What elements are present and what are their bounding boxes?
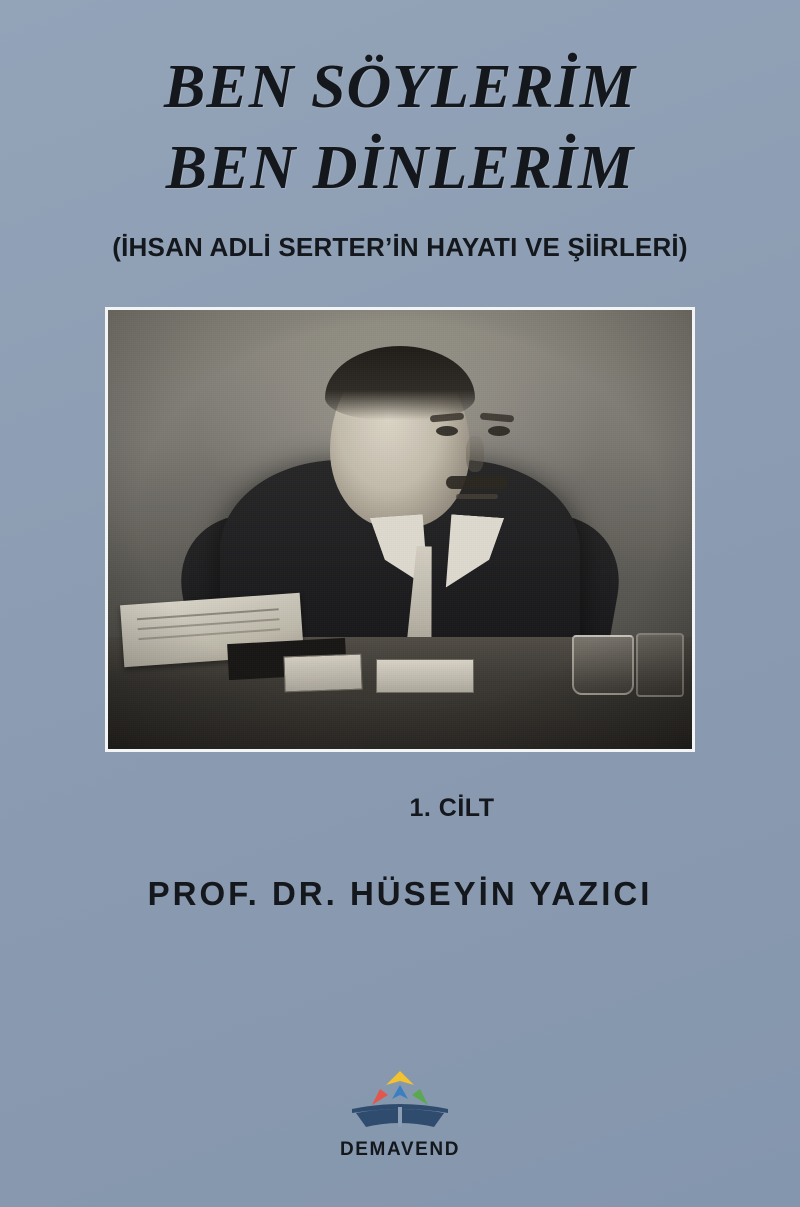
author-portrait-photo (108, 310, 692, 749)
publisher-name: DEMAVEND (339, 1139, 461, 1160)
publisher-block (0, 1065, 800, 1161)
volume-label-row (0, 794, 800, 823)
book-title-line-2: BEN DİNLERİM (165, 133, 635, 202)
photo-vignette-overlay (108, 310, 692, 749)
demavend-logo-icon (336, 1065, 464, 1131)
title-block (0, 54, 800, 263)
author-name: PROF. DR. HÜSEYİN YAZICI (147, 874, 653, 912)
book-subtitle: (İHSAN ADLİ SERTER’İN HAYATI VE ŞİİRLERİ) (112, 231, 688, 262)
volume-label: 1. CİLT (409, 793, 495, 822)
author-portrait-frame (105, 307, 695, 752)
book-title-line-1: BEN SÖYLERİM (164, 53, 636, 121)
